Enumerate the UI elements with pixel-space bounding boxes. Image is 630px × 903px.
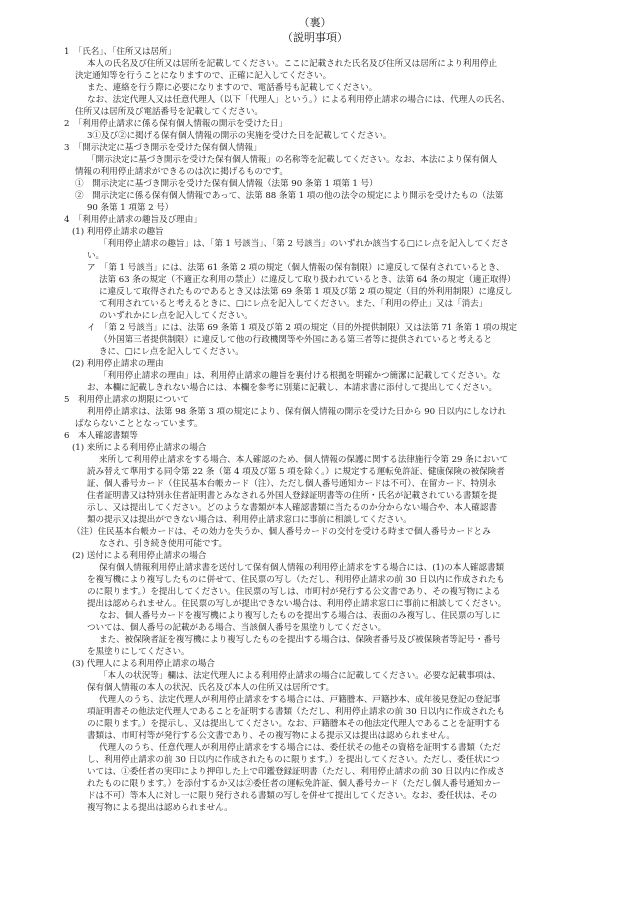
body-line: 書類は、市町村等が発行する公文書であり、その複写物による提示又は提出は認められません。: [87, 731, 455, 741]
body-line: 「利用停止請求の理由」は、利用停止請求の趣旨を裏付ける根拠を明確かつ簡潔に記載してください。な: [99, 371, 501, 381]
body-line: のに限ります。）を提示し、又は提出してください。なお、戸籍謄本その他法定代理人であることを証明する: [87, 719, 501, 729]
body-line: 項証明書その他法定代理人であることを証明する書類（ただし、利用停止請求の前 30 日以内に作成されたも: [87, 707, 505, 717]
section-heading: 5 利用停止請求の期限について: [64, 395, 189, 405]
body-line: 読み替えて準用する同令第 22 条（第 4 項及び第 5 項を除く。）に規定する運転免許証、健康保険の被保険者: [87, 467, 505, 477]
body-line: 証、個人番号カード（住民基本台帳カード（注）、ただし個人番号通知カードは不可）、在留カード、特別永: [87, 479, 497, 489]
body-line: を複写機により複写したものに併せて、住民票の写し（ただし、利用停止請求の前 30 日以内に作成されたも: [87, 575, 505, 585]
body-line: お、本欄に記載しきれない場合には、本欄を参考に別葉に記載し、本請求書に添付して提出してください。: [87, 383, 498, 393]
body-line: 類の提示又は提出ができない場合は、利用停止請求窓口に事前に相談してください。: [87, 515, 412, 525]
body-line: いては、①委任者の実印により押印した上で印鑑登録証明書（ただし、利用停止請求の前 30 日以内に作成さ: [87, 767, 505, 777]
body-line: 法第 63 条の規定（不適正な利用の禁止）に違反して取り扱われているとき、法第 64 条の規定（適正取得）: [99, 275, 516, 285]
body-line: （外国第三者提供制限）に違反して他の行政機関等や外国にある第三者等に提供されていると考えると: [99, 335, 493, 345]
subsection-heading: (3) 代理人による利用停止請求の場合: [72, 659, 215, 669]
subsection-heading: (1) 来所による利用停止請求の場合: [72, 443, 207, 453]
subsection-heading: (1) 利用停止請求の趣旨: [72, 227, 164, 237]
body-line: 代理人のうち、任意代理人が利用停止請求をする場合には、委任状その他その資格を証明する書類（ただ: [99, 743, 501, 753]
body-line: 複写物による提出は認められません。: [87, 803, 233, 813]
note-line: （注）住民基本台帳カードは、その効力を失うか、個人番号カードの交付を受ける時まで個人番号カードとみ: [72, 527, 491, 537]
body-line: て利用されていると考えるときに、□にレ点を記入してください。また、「利用の停止」又は「消去」: [99, 299, 488, 309]
page-side-label: （裏）: [298, 16, 332, 29]
body-line: 示し、又は提出してください。どのような書類が本人確認書類に当たるのか分からない場合や、本人確認書: [87, 503, 497, 513]
section-heading: 3 「開示決定に基づき開示を受けた保有個人情報」: [64, 143, 262, 153]
body-line: 90 条第 1 項第 2 号）: [87, 203, 174, 213]
body-line: れたものに限ります。）を添付するか又は②委任者の運転免許証、個人番号カード（ただし個人番号通知カー: [87, 779, 501, 789]
section-heading: 2 「利用停止請求に係る保有個人情報の開示を受けた日」: [64, 119, 288, 129]
body-line: 保有個人情報の本人の状況、氏名及び本人の住所又は居所です。: [87, 683, 335, 693]
body-line: 代理人のうち、法定代理人が利用停止請求をする場合には、戸籍謄本、戸籍抄本、成年後見登記の登記事: [99, 695, 501, 705]
body-line: ばならないこととなっています。: [75, 419, 203, 429]
body-line: のに限ります。）を提出してください。住民票の写しは、市町村が発行する公文書であり、その複写物による: [87, 587, 501, 597]
section-heading: 1 「氏名」、「住所又は居所」: [64, 47, 177, 57]
body-line: い。: [87, 251, 105, 261]
subsection-heading: (2) 利用停止請求の理由: [72, 359, 164, 369]
list-item: イ 「第 2 号該当」には、法第 69 条第 1 項及び第 2 項の規定（目的外提供制限）又は法第 71 条第 1 項の規定: [87, 323, 518, 333]
body-line: なお、個人番号カードを複写機により複写したものを提出する場合は、表面のみ複写し、住民票の写しに: [99, 611, 501, 621]
body-line: に違反して取得されたものであるとき又は法第 69 条第 1 項及び第 2 項の規定（目的外利用制限）に違反し: [99, 287, 513, 297]
body-line: 本人の氏名及び住所又は居所を記載してください。ここに記載された氏名及び住所又は居所により利用停止: [87, 59, 498, 69]
body-line: なお、法定代理人又は任意代理人（以下「代理人」という。）による利用停止請求の場合には、代理人の氏名、: [87, 95, 510, 105]
body-line: 住所又は居所及び電話番号を記載してください。: [75, 107, 263, 117]
list-item: ① 開示決定に基づき開示を受けた保有個人情報（法第 90 条第 1 項第 1 号）: [75, 179, 378, 189]
body-line: 決定通知等を行うことになりますので、正確に記入してください。: [75, 71, 332, 81]
section-heading: 4 「利用停止請求の趣旨及び理由」: [64, 215, 202, 225]
body-line: 保有個人情報利用停止請求書を送付して保有個人情報の利用停止請求をする場合には、(1)の本人確認書類: [99, 563, 505, 573]
body-line: 「利用停止請求の趣旨」は、「第 1 号該当」、「第 2 号該当」のいずれか該当する□にレ点を記入してくださ: [99, 239, 509, 249]
body-line: のいずれかにレ点を記入してください。: [99, 311, 253, 321]
body-line: し、利用停止請求の前 30 日以内に作成されたものに限ります。）を提出してください。ただし、委任状につ: [87, 755, 500, 765]
body-line: 「開示決定に基づき開示を受けた保有個人情報」の名称等を記載してください。なお、本法により保有個人: [87, 155, 498, 165]
body-line: 「本人の状況等」欄は、法定代理人による利用停止請求の場合に記載してください。必要な記載事項は、: [99, 671, 501, 681]
body-line: また、連絡を行う際に必要になりますので、電話番号も記載してください。: [87, 83, 378, 93]
list-item: ア 「第 1 号該当」には、法第 61 条第 2 項の規定（個人情報の保有制限）に違反して保有されているとき、: [87, 263, 505, 273]
body-line: ドは不可）等本人に対し一に限り発行される書類の写しを併せて提出してください。なお、委任状は、その: [87, 791, 498, 801]
subsection-heading: (2) 送付による利用停止請求の場合: [72, 551, 207, 561]
list-item: ② 開示決定に係る保有個人情報であって、法第 88 条第 1 項の他の法令の規定により開示を受けたもの（法第: [75, 191, 504, 201]
section-heading: 6 本人確認書類等: [64, 431, 138, 441]
body-line: 来所して利用停止請求をする場合、本人確認のため、個人情報の保護に関する法律施行令第 29 条において: [99, 455, 508, 465]
body-line: を黒塗りにしてください。: [87, 647, 190, 657]
body-line: また、被保険者証を複写機により複写したものを提出する場合は、保険者番号及び被保険者等記号・番号: [99, 635, 501, 645]
body-line: きに、□にレ点を記入してください。: [99, 347, 244, 357]
page-title: （説明事項）: [282, 31, 348, 44]
body-line: 3①及び②に掲げる保有個人情報の開示の実施を受けた日を記載してください。: [87, 131, 392, 141]
body-line: 住者証明書又は特別永住者証明書とみなされる外国人登録証明書等の住所・氏名が記載されている書類を提: [87, 491, 498, 501]
body-line: 提出は認められません。住民票の写しが提出できない場合は、利用停止請求窓口に事前に相談してください。: [87, 599, 507, 609]
note-line: なされ、引き続き使用可能です。: [99, 539, 227, 549]
body-line: 情報の利用停止請求ができるのは次に掲げるものです。: [75, 167, 288, 177]
body-line: 利用停止請求は、法第 98 条第 3 項の規定により、保有個人情報の開示を受けた日から 90 日以内にしなけれ: [87, 407, 507, 417]
body-line: ついては、個人番号の記載がある場合、当該個人番号を黒塗りしてください。: [87, 623, 387, 633]
